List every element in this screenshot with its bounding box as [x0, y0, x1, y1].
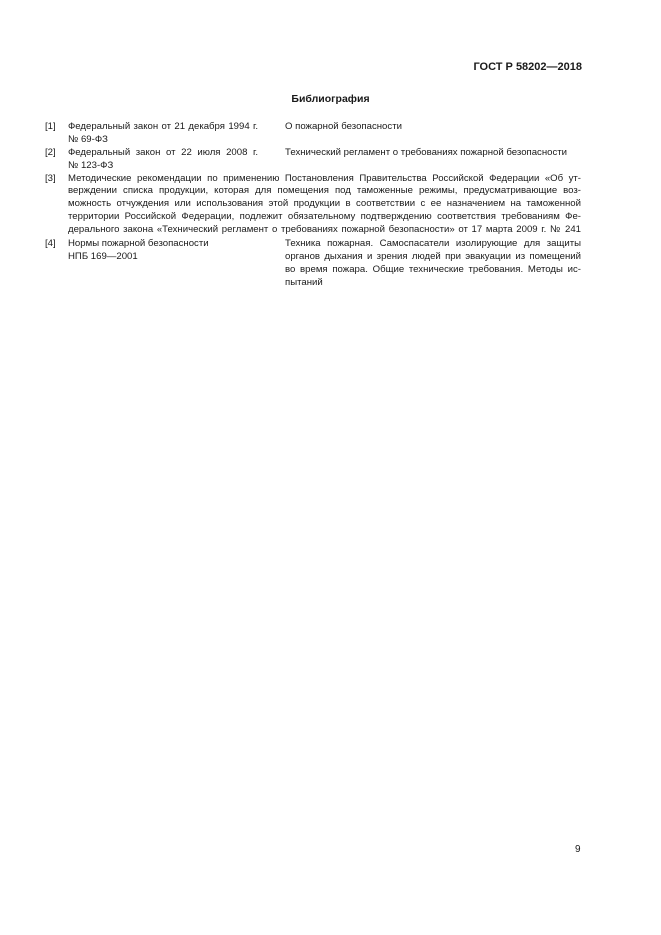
standard-designation: ГОСТ Р 58202—2018 — [473, 61, 582, 73]
source-line: Нормы пожарной безопасности — [68, 238, 209, 250]
text-line: территории Российской Федерации, подлежит обязательному подтверждению соответствия требованиям Фе- — [68, 211, 581, 223]
item-number: [2] — [45, 146, 56, 158]
bibliography-item — [45, 147, 582, 173]
item-title — [285, 121, 581, 147]
text-line: дерального закона «Технический регламент о требованиях пожарной безопасности» от 17 марта 2009 г. № 241 — [68, 224, 581, 236]
page-number: 9 — [575, 844, 581, 855]
source-line: Федеральный закон от 22 июля 2008 г. — [68, 146, 258, 158]
title-line: во время пожара. Общие технические требования. Методы ис- — [285, 263, 581, 275]
title-line: О пожарной безопасности — [285, 121, 402, 132]
source-line: НПБ 169—2001 — [68, 250, 138, 262]
bibliography-item — [45, 238, 582, 290]
source-line: № 69-ФЗ — [68, 133, 108, 145]
source-line: № 123-ФЗ — [68, 159, 114, 171]
item-title — [285, 238, 581, 290]
title-line: Технический регламент о требованиях пожарной безопасности — [285, 146, 568, 158]
item-number: [3] — [45, 172, 56, 184]
title-line: Техника пожарная. Самоспасатели изолирующие для защиты — [285, 238, 581, 250]
bibliography-item — [45, 121, 582, 147]
item-title — [285, 147, 581, 173]
item-text — [68, 173, 581, 237]
text-line: Методические рекомендации по применению Постановления Правительства Российской Федерации «Об ут- — [68, 172, 581, 184]
text-line: верждении списка продукции, которая для помещения под таможенные режимы, предусматривающие воз- — [68, 185, 581, 197]
text-line: можность отчуждения или использования этой продукции в соответствии с ее назначением на таможенной — [68, 198, 581, 210]
item-number: [1] — [45, 121, 56, 132]
item-source — [68, 121, 258, 147]
title-line: пытаний — [285, 276, 323, 288]
source-line: Федеральный закон от 21 декабря 1994 г. — [68, 121, 258, 132]
item-source — [68, 238, 258, 264]
item-number: [4] — [45, 238, 56, 250]
section-title: Библиография — [291, 93, 370, 105]
item-source — [68, 147, 258, 173]
title-line: органов дыхания и зрения людей при эвакуации из помещений — [285, 250, 581, 262]
bibliography-list — [45, 121, 582, 290]
bibliography-item — [45, 173, 582, 237]
